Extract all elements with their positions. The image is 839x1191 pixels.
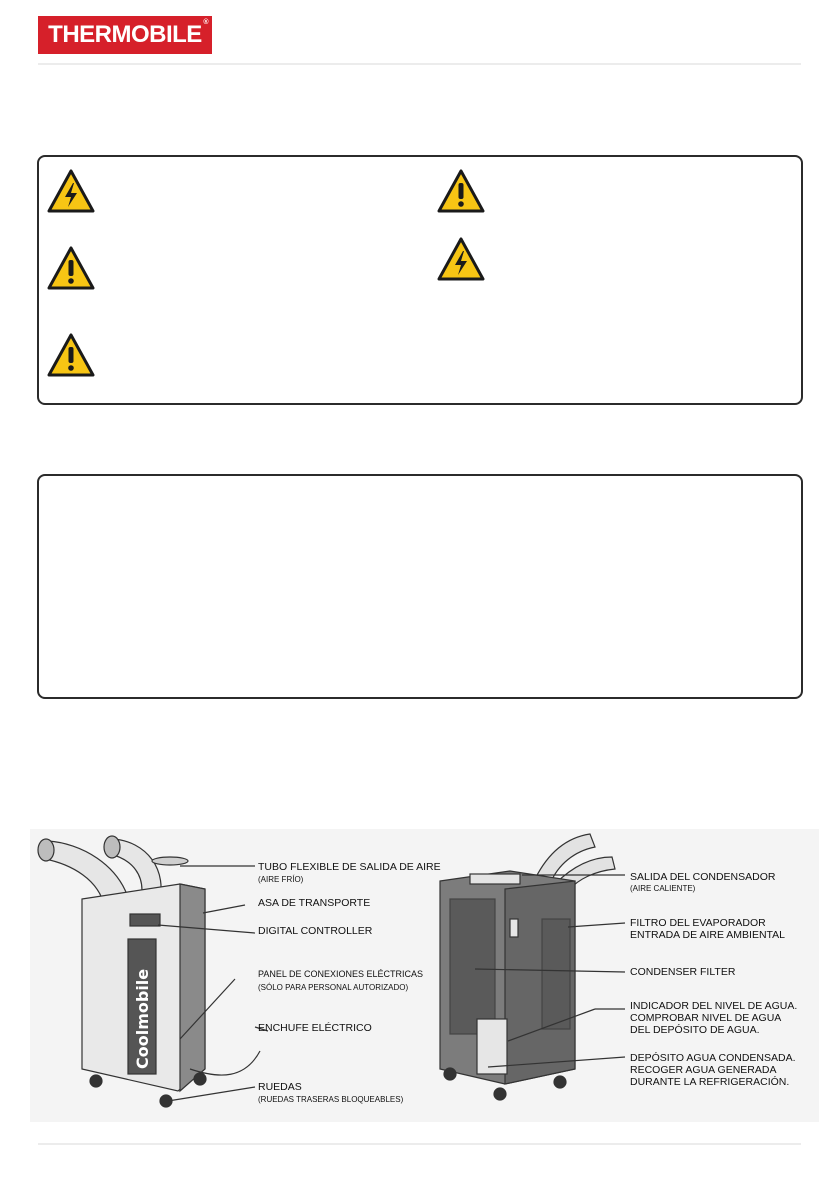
label-condenser-out-sub: (AIRE CALIENTE) xyxy=(630,884,696,893)
label-level-3: DEL DEPÓSITO DE AGUA. xyxy=(630,1024,760,1036)
header-divider xyxy=(38,63,801,65)
footer-divider xyxy=(38,1143,801,1145)
warnings-box xyxy=(37,155,803,405)
brand-name: THERMOBILE xyxy=(48,21,202,48)
label-panel: PANEL DE CONEXIONES ELÉCTRICAS xyxy=(258,969,424,979)
label-tank-1: DEPÓSITO AGUA CONDENSADA. xyxy=(630,1052,796,1064)
label-tank-3: DURANTE LA REFRIGERACIÓN. xyxy=(630,1076,790,1088)
label-wheels-sub: (RUEDAS TRASERAS BLOQUEABLES) xyxy=(258,1095,404,1104)
label-controller: DIGITAL CONTROLLER xyxy=(258,925,373,937)
warning-exclamation-icon xyxy=(436,168,486,214)
product-diagram xyxy=(30,829,819,1122)
label-level-1: INDICADOR DEL NIVEL DE AGUA. xyxy=(630,1000,798,1012)
label-condenser-filter: CONDENSER FILTER xyxy=(630,966,736,978)
electric-hazard-icon xyxy=(46,168,96,214)
brand-logo xyxy=(38,16,212,54)
label-level-2: COMPROBAR NIVEL DE AGUA xyxy=(630,1012,782,1024)
label-evap-filter-1: FILTRO DEL EVAPORADOR xyxy=(630,917,766,929)
label-wheels: RUEDAS xyxy=(258,1081,302,1093)
front-unit xyxy=(38,836,268,1107)
label-hose-sub: (AIRE FRÍO) xyxy=(258,875,304,884)
label-tank-2: RECOGER AGUA GENERADA xyxy=(630,1064,777,1076)
label-condenser-out: SALIDA DEL CONDENSADOR xyxy=(630,871,776,883)
label-panel-sub: (SÓLO PARA PERSONAL AUTORIZADO) xyxy=(258,983,409,992)
electric-hazard-icon xyxy=(436,236,486,282)
label-handle: ASA DE TRANSPORTE xyxy=(258,897,371,909)
warning-exclamation-icon xyxy=(46,332,96,378)
label-hose: TUBO FLEXIBLE DE SALIDA DE AIRE xyxy=(258,861,441,873)
notes-box xyxy=(37,474,803,699)
label-evap-filter-2: ENTRADA DE AIRE AMBIENTAL xyxy=(630,929,786,941)
label-plug: ENCHUFE ELÉCTRICO xyxy=(258,1022,372,1034)
registered-mark: ® xyxy=(203,19,208,26)
front-unit-brand: Coolmobile xyxy=(133,968,152,1069)
back-unit xyxy=(440,834,625,1100)
warning-exclamation-icon xyxy=(46,245,96,291)
